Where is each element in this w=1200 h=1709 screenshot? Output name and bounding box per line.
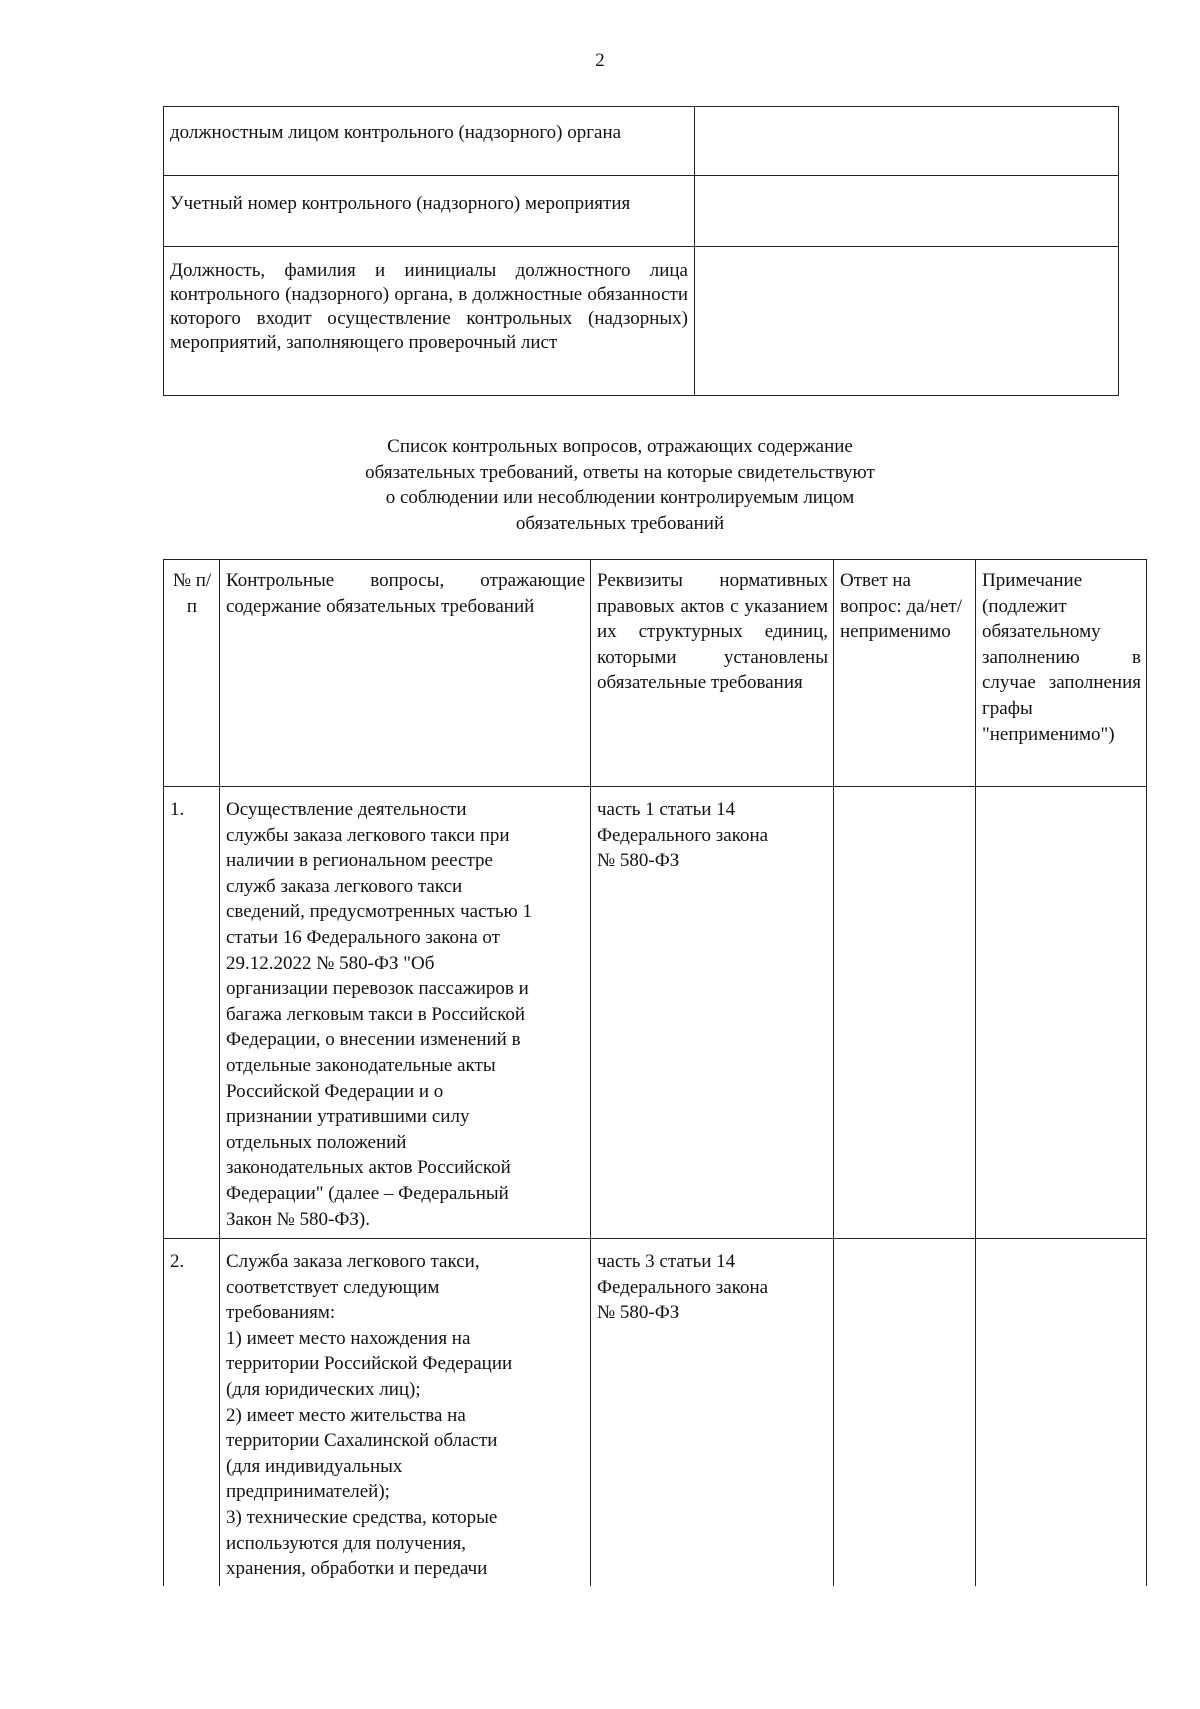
section-title-line: обязательных требований, ответы на которые свидетельствуют	[365, 461, 875, 483]
row-answer[interactable]	[834, 787, 976, 1239]
section-title	[300, 434, 940, 536]
info-row-official	[164, 107, 1119, 176]
table-row	[164, 787, 1147, 1239]
row-note[interactable]	[976, 1239, 1147, 1586]
row-number: 2.	[164, 1239, 220, 1586]
info-value-registration-number[interactable]	[695, 176, 1119, 247]
row-number: 1.	[164, 787, 220, 1239]
info-value-official[interactable]	[695, 107, 1119, 176]
section-title-line: Список контрольных вопросов, отражающих содержание	[387, 436, 853, 457]
section-title-line: о соблюдении или несоблюдении контролируемым лицом	[385, 487, 855, 508]
info-label-official: должностным лицом контрольного (надзорного) органа	[164, 107, 695, 176]
header-num: № п/п	[164, 560, 220, 787]
table-row	[164, 1239, 1147, 1586]
row-note[interactable]	[976, 787, 1147, 1239]
row-requisites: часть 1 статьи 14 Федерального закона № 580-ФЗ	[591, 787, 834, 1239]
header-requisites: Реквизиты нормативных правовых актов с указанием их структурных единиц, которыми установлены обязательные требования	[591, 560, 834, 787]
info-label-inspector: Должность, фамилия и иинициалы должностного лица контрольного (надзорного) органа, в должностные обязанности которого входит осуществление контрольных (надзорных) мероприятий, заполняющего проверочный лист	[164, 247, 695, 396]
row-question: Служба заказа легкового такси, соответствует следующим требованиям: 1) имеет место нахождения на территории Российской Федерации (для юридических лиц); 2) имеет место жительства на территории Сахалинской области (для индивидуальных предпринимателей); 3) технические средства, которые используются для получения, хранения, обработки и передачи	[220, 1239, 591, 1586]
page-number: 2	[595, 50, 605, 71]
section-title-line: обязательных требований	[515, 512, 725, 534]
row-requisites: часть 3 статьи 14 Федерального закона № 580-ФЗ	[591, 1239, 834, 1586]
info-row-registration-number	[164, 176, 1119, 247]
inspection-info-table	[163, 106, 1119, 396]
checklist-header-row	[164, 560, 1147, 787]
header-note: Примечание (подлежит обязательному заполнению в случае заполнения графы "неприменимо")	[976, 560, 1147, 787]
checklist-table	[163, 559, 1147, 1586]
row-question: Осуществление деятельности службы заказа легкового такси при наличии в региональном реестре служб заказа легкового такси сведений, предусмотренных частью 1 статьи 16 Федерального закона от 29.12.2022 № 580-ФЗ "Об организации перевозок пассажиров и багажа легковым такси в Российской Федерации, о внесении изменений в отдельные законодательные акты Российской Федерации и о признании утратившими силу отдельных положений законодательных актов Российской Федерации" (далее – Федеральный Закон № 580-ФЗ).	[220, 787, 591, 1239]
info-value-inspector[interactable]	[695, 247, 1119, 396]
info-label-registration-number: Учетный номер контрольного (надзорного) мероприятия	[164, 176, 695, 247]
header-answer: Ответ на вопрос: да/нет/ неприменимо	[834, 560, 976, 787]
header-question: Контрольные вопросы, отражающие содержание обязательных требований	[220, 560, 591, 787]
info-row-inspector	[164, 247, 1119, 396]
row-answer[interactable]	[834, 1239, 976, 1586]
